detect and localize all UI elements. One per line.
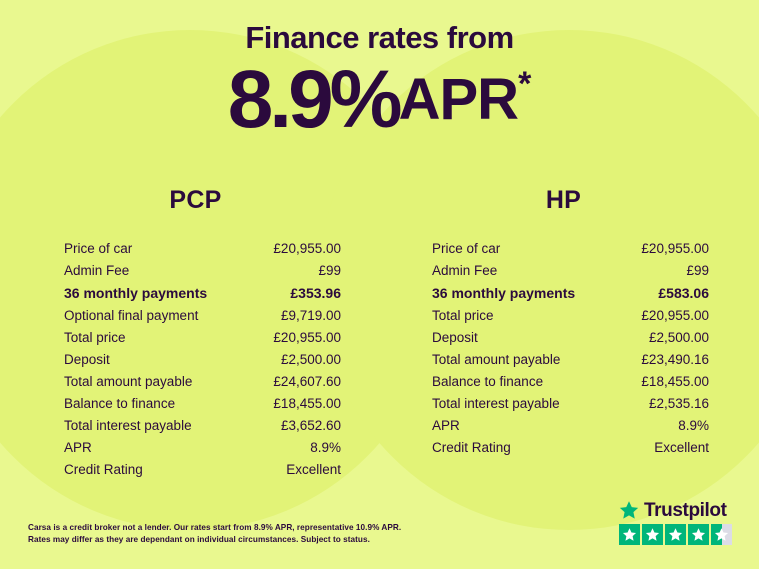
row-value: £2,535.16	[648, 395, 709, 411]
table-row-highlight	[28, 281, 363, 304]
row-value: £2,500.00	[648, 329, 709, 345]
table-row	[396, 259, 731, 281]
row-label: APR	[432, 417, 460, 433]
column-title-hp: HP	[545, 186, 582, 214]
table-row	[28, 436, 363, 458]
row-label: APR	[64, 439, 92, 455]
headline-rate	[0, 54, 759, 145]
finance-column-hp	[396, 186, 731, 480]
row-label: Credit Rating	[432, 439, 511, 455]
row-label: Total amount payable	[64, 373, 193, 389]
trustpilot-logo	[619, 500, 737, 520]
table-row	[28, 392, 363, 414]
finance-column-pcp	[28, 186, 363, 480]
row-label: Price of car	[432, 240, 501, 256]
row-label: Total price	[64, 329, 126, 345]
rates-table-hp	[396, 237, 731, 458]
row-label: Balance to finance	[432, 373, 544, 389]
row-label: Optional final payment	[64, 307, 199, 323]
trustpilot-wordmark: Trustpilot	[644, 499, 727, 521]
row-label: Credit Rating	[64, 461, 143, 477]
row-value: £23,490.16	[641, 351, 709, 367]
star-filled-1	[619, 524, 640, 545]
row-value: Excellent	[286, 461, 341, 477]
footnote-line-2: Rates may differ as they are dependant on individual circumstances. Subject to status.	[28, 535, 370, 545]
table-row	[396, 370, 731, 392]
finance-comparison	[0, 186, 759, 480]
trustpilot-star-row	[619, 524, 737, 545]
table-row	[28, 370, 363, 392]
row-value: 8.9%	[678, 417, 709, 433]
row-value: £583.06	[658, 284, 709, 301]
row-label: Total amount payable	[432, 351, 561, 367]
trustpilot-rating[interactable]	[619, 500, 737, 545]
row-value: £2,500.00	[280, 351, 341, 367]
rates-table-pcp	[28, 237, 363, 480]
trustpilot-star-icon	[619, 500, 639, 520]
star-filled-2	[642, 524, 663, 545]
row-label: Total price	[432, 307, 494, 323]
row-value: £18,455.00	[273, 395, 341, 411]
legal-footnote	[28, 522, 401, 547]
row-value: £99	[318, 262, 341, 278]
table-row	[28, 237, 363, 259]
row-value: £99	[686, 262, 709, 278]
table-row	[396, 304, 731, 326]
column-title-pcp: PCP	[169, 186, 222, 214]
row-label: Deposit	[432, 329, 478, 345]
row-label: Admin Fee	[432, 262, 498, 278]
table-row	[396, 392, 731, 414]
star-filled-4	[688, 524, 709, 545]
table-row	[28, 304, 363, 326]
star-half-5	[711, 524, 732, 545]
row-value: £20,955.00	[273, 329, 341, 345]
table-row	[396, 436, 731, 458]
table-row	[28, 458, 363, 480]
table-row	[396, 326, 731, 348]
footnote-line-1: Carsa is a credit broker not a lender. Our rates start from 8.9% APR, representative 10.9% APR.	[28, 522, 402, 532]
row-label: Price of car	[64, 240, 133, 256]
table-row	[396, 348, 731, 370]
table-row-highlight	[396, 281, 731, 304]
row-value: 8.9%	[310, 439, 341, 455]
row-label: Total interest payable	[432, 395, 560, 411]
row-value: £20,955.00	[273, 240, 341, 256]
row-value: £20,955.00	[641, 240, 709, 256]
table-row	[28, 414, 363, 436]
table-row	[28, 259, 363, 281]
row-value: £9,719.00	[280, 307, 341, 323]
row-label: Total interest payable	[64, 417, 192, 433]
star-filled-3	[665, 524, 686, 545]
row-label: Admin Fee	[64, 262, 130, 278]
rate-unit: APR	[398, 67, 519, 132]
row-label: Balance to finance	[64, 395, 176, 411]
row-label: 36 monthly payments	[64, 284, 208, 301]
row-value: £20,955.00	[641, 307, 709, 323]
rate-asterisk: *	[518, 65, 532, 103]
page-title: Finance rates from	[245, 20, 514, 55]
row-label: Deposit	[64, 351, 110, 367]
row-label: 36 monthly payments	[432, 284, 576, 301]
row-value: Excellent	[654, 439, 709, 455]
table-row	[28, 326, 363, 348]
table-row	[396, 414, 731, 436]
row-value: £3,652.60	[280, 417, 341, 433]
table-row	[28, 348, 363, 370]
row-value: £24,607.60	[273, 373, 341, 389]
row-value: £353.96	[290, 284, 341, 301]
table-row	[396, 237, 731, 259]
rate-value: 8.9%	[227, 54, 399, 145]
row-value: £18,455.00	[641, 373, 709, 389]
